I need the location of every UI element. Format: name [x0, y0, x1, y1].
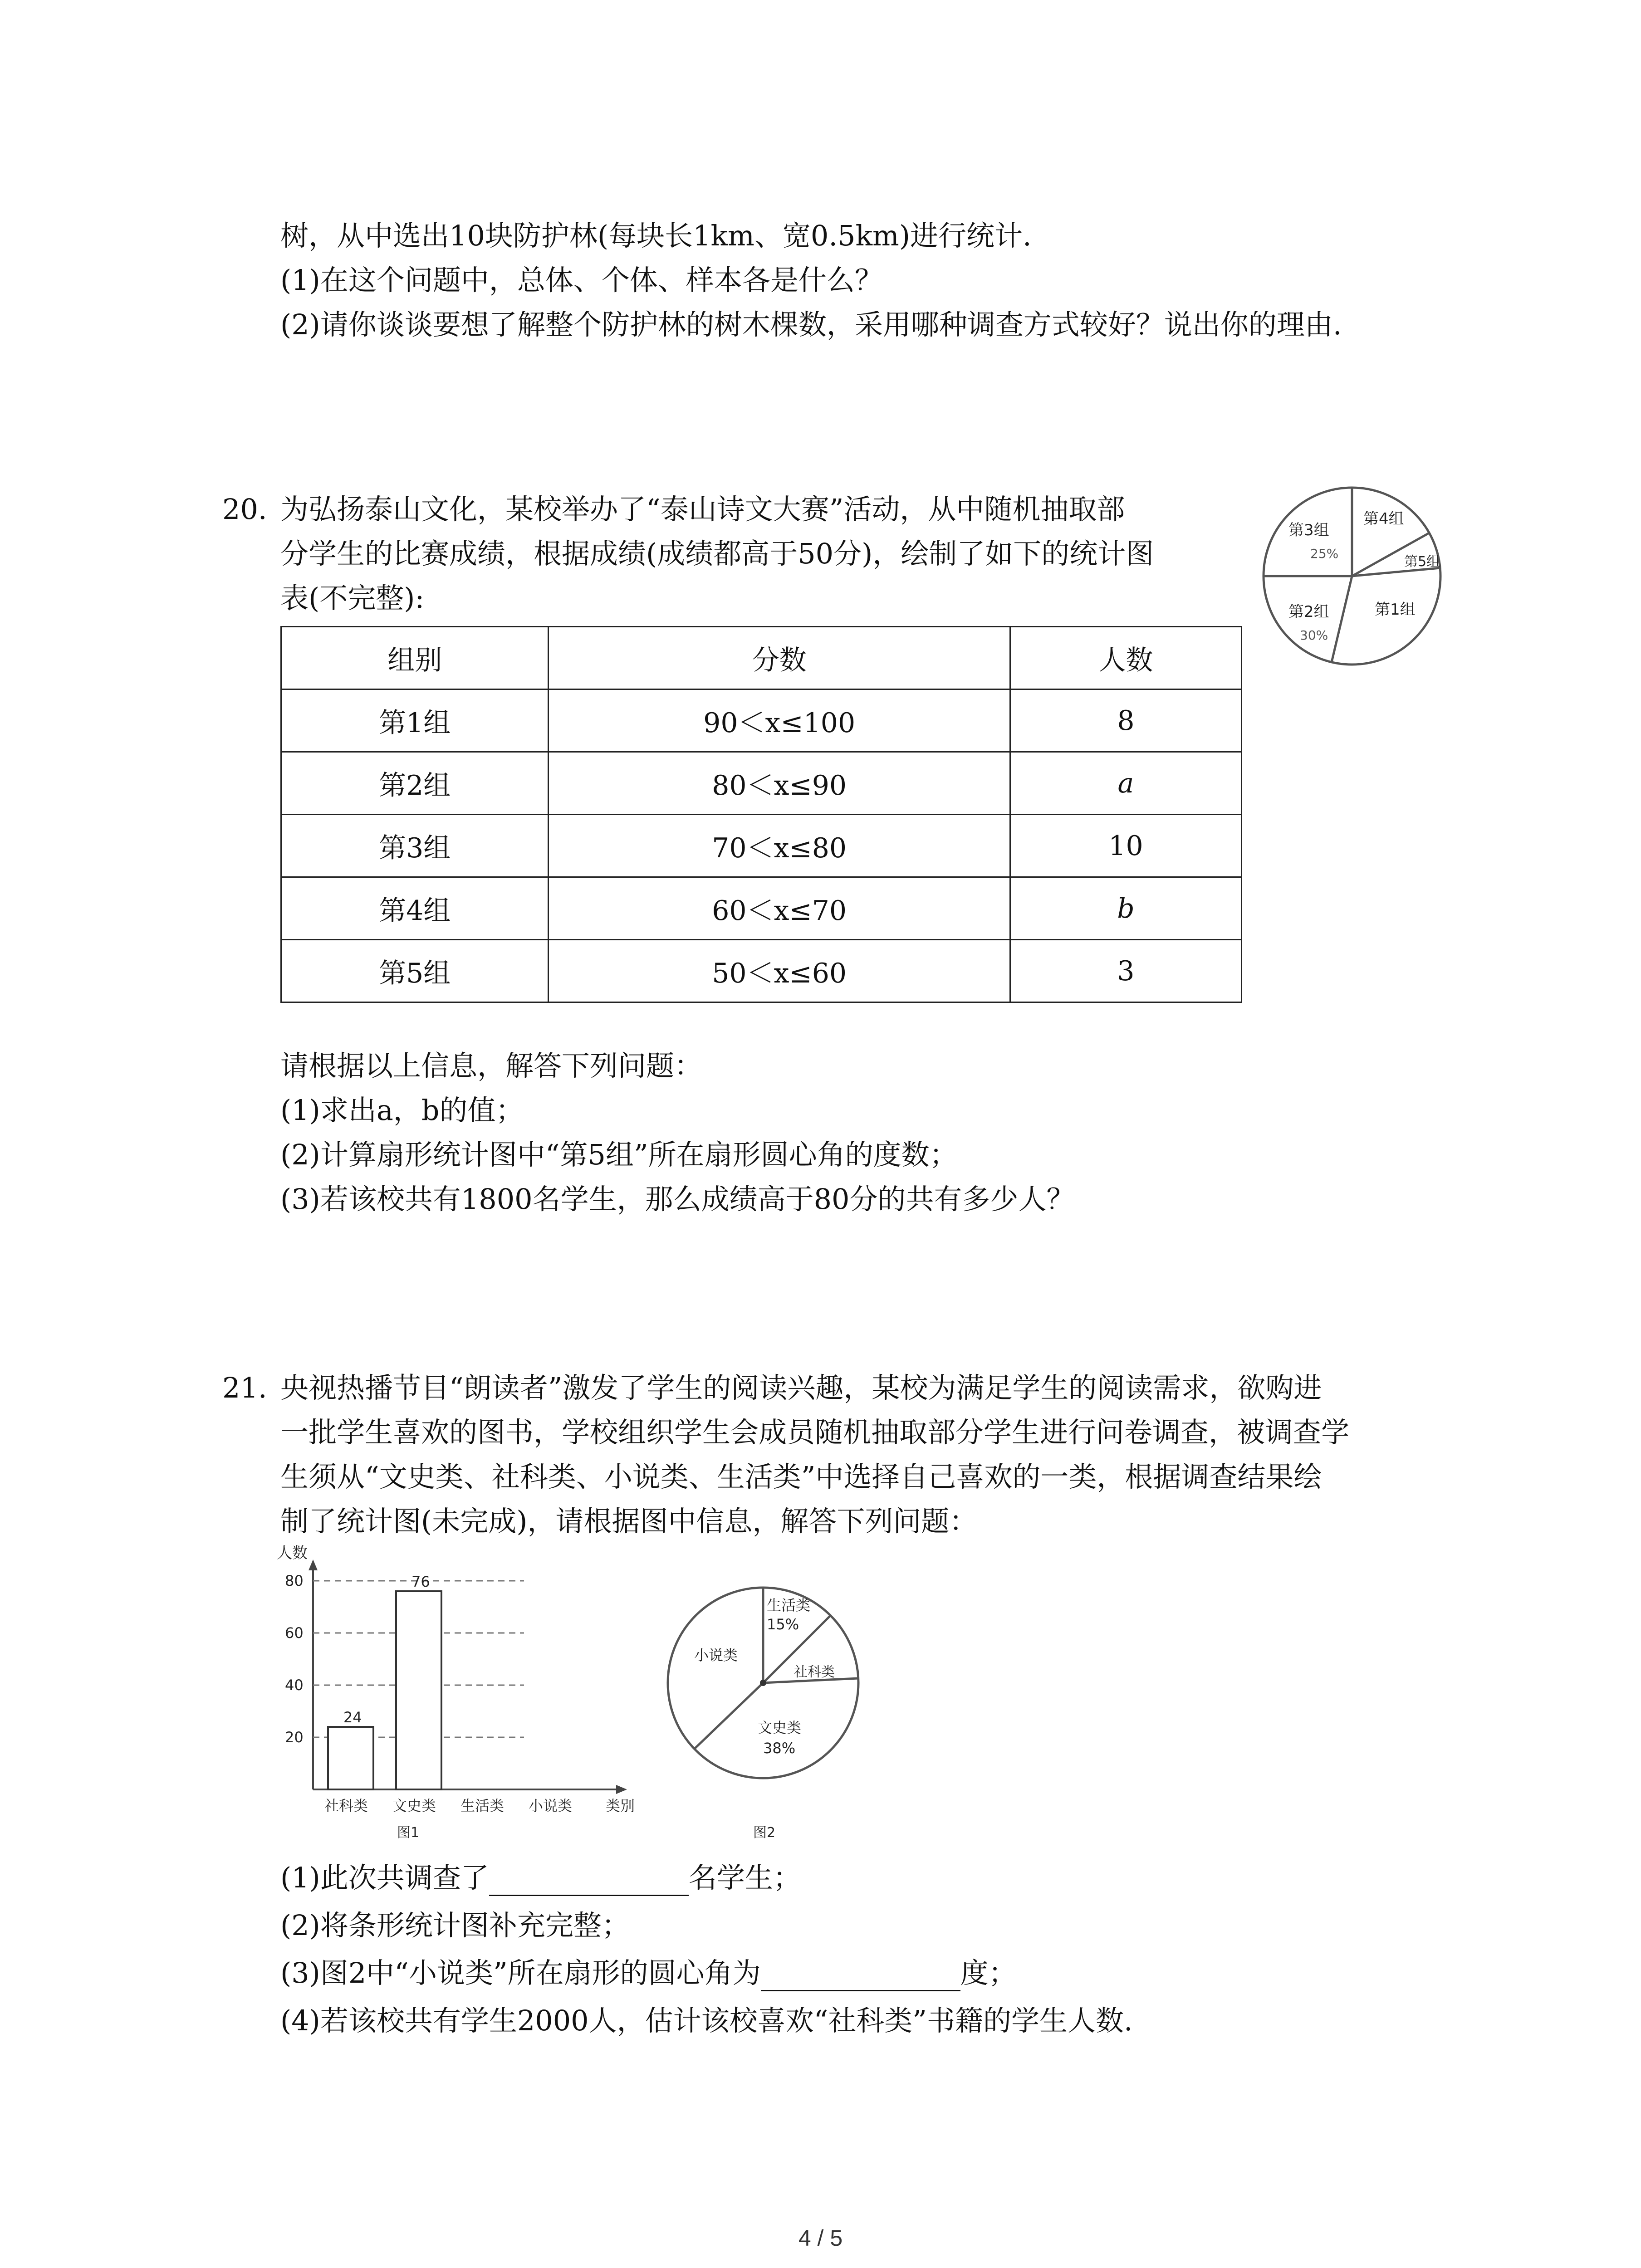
- x-axis-arrow: [616, 1785, 627, 1794]
- table-header-row: [281, 627, 1242, 689]
- pie-label: 社科类: [794, 1664, 835, 1680]
- table-cell: 第1组: [281, 689, 549, 752]
- problem-text: 为弘扬泰山文化，某校举办了“泰山诗文大赛”活动，从中随机抽取部: [280, 493, 1125, 526]
- table-header: 组别: [281, 627, 549, 689]
- pie-label: 15%: [767, 1616, 799, 1633]
- answer-blank[interactable]: [489, 1867, 689, 1896]
- table-cell: b: [1010, 877, 1241, 940]
- table-header: 分数: [549, 627, 1010, 689]
- question-text: (1)此次共调查了: [280, 1861, 489, 1894]
- pie-label: 小说类: [694, 1647, 738, 1664]
- table-cell: 50＜x≤60: [549, 940, 1010, 1002]
- table-cell: a: [1010, 752, 1241, 815]
- table-cell: 第4组: [281, 877, 549, 940]
- page-number: 4 / 5: [798, 2225, 843, 2251]
- x-tick-label: 社科类: [324, 1797, 368, 1814]
- y-axis-arrow: [309, 1559, 318, 1570]
- question-text: 名学生；: [688, 1861, 801, 1894]
- category-pie-chart: [658, 1583, 885, 1855]
- instruction-text: 请根据以上信息，解答下列问题：: [280, 1049, 703, 1082]
- problem-number: 20.: [222, 493, 267, 526]
- table-cell: 第5组: [281, 940, 549, 1002]
- table-row: [281, 877, 1242, 940]
- question-3: [280, 1955, 1017, 1991]
- group-pie-chart: [1261, 485, 1497, 689]
- table-row: [281, 815, 1242, 877]
- x-axis-label: 类别: [606, 1797, 635, 1814]
- y-tick-label: 40: [285, 1677, 304, 1694]
- table-row: [281, 752, 1242, 815]
- pie-label: 25%: [1310, 546, 1339, 561]
- question-4: (4)若该校共有学生2000人，估计该校喜欢“社科类”书籍的学生人数.: [280, 2004, 1133, 2037]
- pie-label: 30%: [1300, 628, 1328, 643]
- problem-text: 生须从“文史类、社科类、小说类、生活类”中选择自己喜欢的一类，根据调查结果绘: [280, 1460, 1322, 1493]
- bar-value-label: 24: [343, 1709, 362, 1726]
- table-cell: 70＜x≤80: [549, 815, 1010, 877]
- table-cell: 8: [1010, 689, 1241, 752]
- x-tick-label: 文史类: [392, 1797, 436, 1814]
- problem-number: 21.: [222, 1371, 267, 1404]
- x-tick-label: 小说类: [529, 1797, 573, 1814]
- x-tick-label: 生活类: [460, 1797, 505, 1814]
- problem-text: 表(不完整):: [280, 582, 425, 615]
- figure-caption: 图1: [397, 1825, 420, 1841]
- pie-label: 第3组: [1288, 521, 1329, 539]
- question-text: (3)图2中“小说类”所在扇形的圆心角为: [280, 1956, 761, 1989]
- question-2: (2)计算扇形统计图中“第5组”所在扇形圆心角的度数；: [280, 1138, 958, 1171]
- answer-blank[interactable]: [761, 1962, 960, 1991]
- table-cell: 60＜x≤70: [549, 877, 1010, 940]
- question-text: 度；: [960, 1956, 1017, 1989]
- pie-label: 生活类: [767, 1597, 811, 1614]
- table-cell: 第2组: [281, 752, 549, 815]
- problem-text: 一批学生喜欢的图书，学校组织学生会成员随机抽取部分学生进行问卷调查，被调查学: [280, 1416, 1350, 1449]
- figure-caption: 图2: [753, 1825, 776, 1841]
- table-cell: 90＜x≤100: [549, 689, 1010, 752]
- problem-text: 分学生的比赛成绩，根据成绩(成绩都高于50分)，绘制了如下的统计图: [280, 537, 1154, 570]
- table-row: [281, 940, 1242, 1002]
- y-tick-label: 20: [285, 1729, 304, 1746]
- table-cell: 3: [1010, 940, 1241, 1002]
- pie-label: 文史类: [758, 1719, 802, 1736]
- pie-label: 第5组: [1404, 554, 1440, 570]
- pie-label: 38%: [763, 1740, 796, 1757]
- y-axis-label: 人数: [277, 1544, 308, 1562]
- bar: [396, 1591, 441, 1789]
- table-row: [281, 689, 1242, 752]
- table-cell: 第3组: [281, 815, 549, 877]
- bar: [328, 1727, 373, 1789]
- table-cell: 10: [1010, 815, 1241, 877]
- pie-label: 第2组: [1288, 603, 1329, 621]
- problem-text: 央视热播节目“朗读者”激发了学生的阅读兴趣，某校为满足学生的阅读需求，欲购进: [280, 1371, 1322, 1404]
- y-tick-label: 60: [285, 1624, 304, 1642]
- table-cell: 80＜x≤90: [549, 752, 1010, 815]
- question-2: (2)将条形统计图补充完整；: [280, 1909, 630, 1942]
- problem-text: 制了统计图(未完成)，请根据图中信息，解答下列问题：: [280, 1505, 978, 1538]
- bar-chart: [263, 1538, 662, 1864]
- score-table: [280, 626, 1242, 1003]
- question-3: (3)若该校共有1800名学生，那么成绩高于80分的共有多少人？: [280, 1183, 1075, 1216]
- pie-label: 第4组: [1363, 510, 1404, 528]
- question-1: [280, 1860, 801, 1896]
- text-line: 树，从中选出10块防护林(每块长1km、宽0.5km)进行统计.: [280, 219, 1032, 252]
- pie-label: 第1组: [1375, 601, 1416, 619]
- y-tick-label: 80: [285, 1572, 304, 1589]
- table-header: 人数: [1010, 627, 1241, 689]
- question-1: (1)求出a，b的值；: [280, 1094, 524, 1127]
- question-2: (2)请你谈谈要想了解整个防护林的树木棵数，采用哪种调查方式较好？说出你的理由.: [280, 308, 1342, 341]
- question-1: (1)在这个问题中，总体、个体、样本各是什么？: [280, 264, 883, 297]
- pie-center: [760, 1680, 766, 1686]
- bar-value-label: 76: [411, 1573, 430, 1590]
